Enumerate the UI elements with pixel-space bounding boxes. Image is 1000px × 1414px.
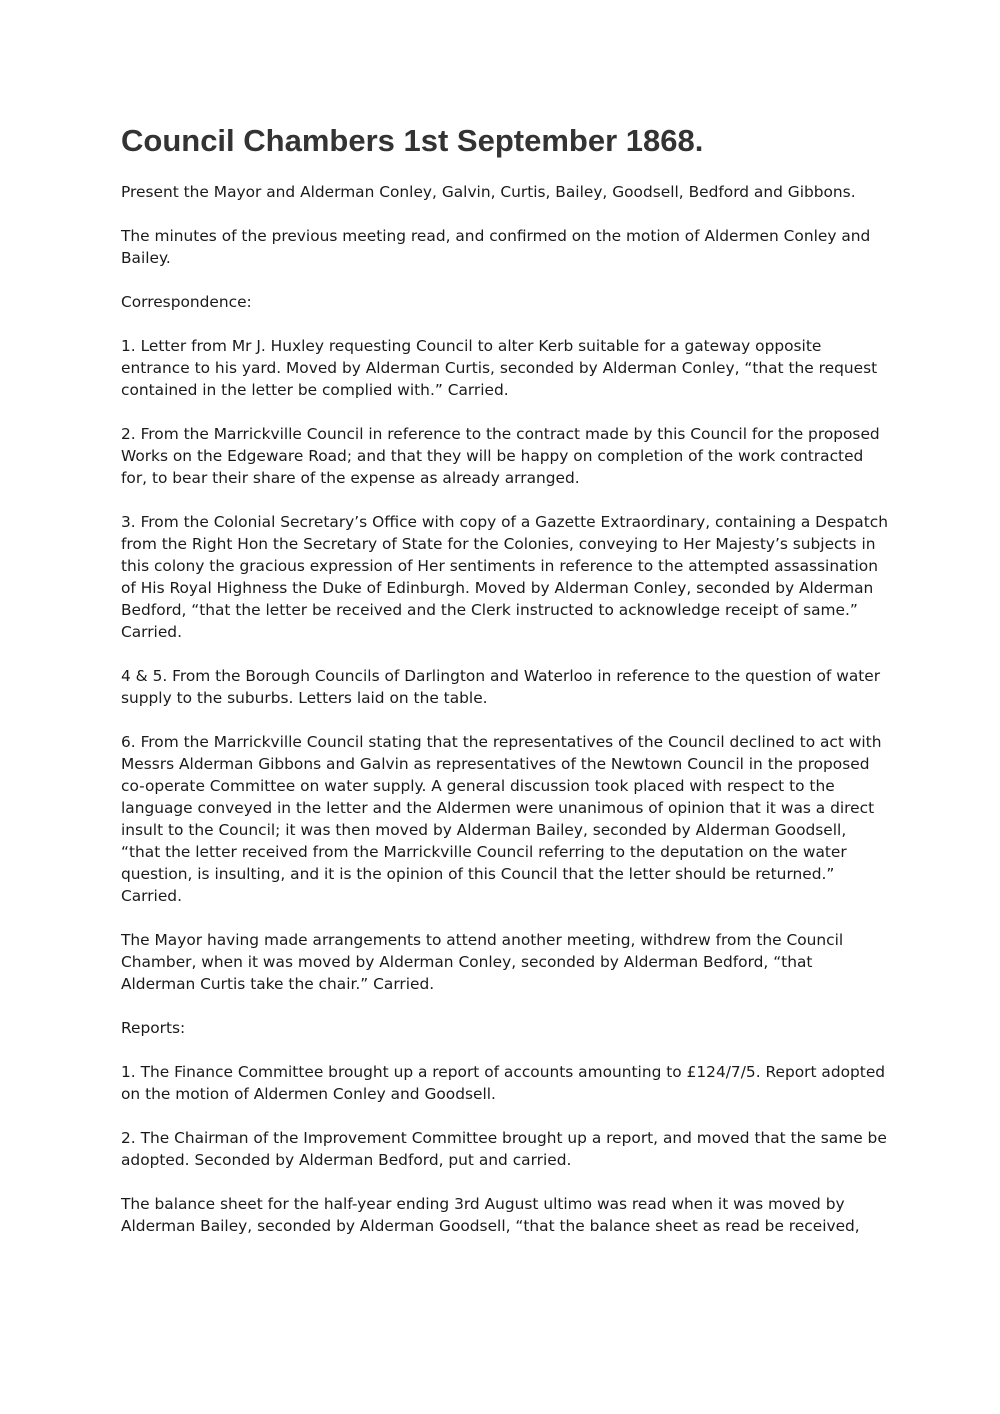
mayor-withdrawal-paragraph: The Mayor having made arrangements to attend another meeting, withdrew from the Council Chamber, when it was moved by Alderman Conley, seconded by Alderman Bedford, “that Alderman Curtis take the chair.” Carried. (121, 931, 844, 993)
balance-sheet-paragraph: The balance sheet for the half-year ending 3rd August ultimo was read when it was moved by Alderman Bailey, seconded by Alderman Goodsell, “that the balance sheet as read be received, (121, 1195, 860, 1235)
report-item-2: 2. The Chairman of the Improvement Committee brought up a report, and moved that the same be adopted. Seconded by Alderman Bedford, put and carried. (121, 1129, 887, 1169)
correspondence-item-3: 3. From the Colonial Secretary’s Office with copy of a Gazette Extraordinary, containing a Despatch from the Right Hon the Secretary of State for the Colonies, conveying to Her Majesty’s subjects in this colony the gracious expression of Her sentiments in reference to the attempted assassination of His Royal Highness the Duke of Edinburgh. Moved by Alderman Conley, seconded by Alderman Bedford, “that the letter be received and the Clerk instructed to acknowledge receipt of same.” Carried. (121, 513, 888, 641)
correspondence-item-2: 2. From the Marrickville Council in reference to the contract made by this Council for the proposed Works on the Edgeware Road; and that they will be happy on completion of the work contracted for, to bear their share of the expense as already arranged. (121, 425, 880, 487)
correspondence-item-1: 1. Letter from Mr J. Huxley requesting Council to alter Kerb suitable for a gateway opposite entrance to his yard. Moved by Alderman Curtis, seconded by Alderman Conley, “that the request contained in the letter be complied with.” Carried. (121, 337, 878, 399)
report-item-1: 1. The Finance Committee brought up a report of accounts amounting to £124/7/5. Report adopted on the motion of Aldermen Conley and Goodsell. (121, 1063, 886, 1103)
minutes-paragraph: The minutes of the previous meeting read, and confirmed on the motion of Aldermen Conley and Bailey. (121, 227, 871, 267)
section-heading-correspondence: Correspondence: (121, 293, 252, 311)
document-page (121, 122, 889, 1237)
correspondence-item-6: 6. From the Marrickville Council stating that the representatives of the Council declined to act with Messrs Alderman Gibbons and Galvin as representatives of the Newtown Council in the proposed co-operate Committee on water supply. A general discussion took placed with respect to the language conveyed in the letter and the Aldermen were unanimous of opinion that it was a direct insult to the Council; it was then moved by Alderman Bailey, seconded by Alderman Goodsell, “that the letter received from the Marrickville Council referring to the deputation on the water question, is insulting, and it is the opinion of this Council that the letter should be returned.” Carried. (121, 733, 882, 905)
section-heading-reports: Reports: (121, 1019, 186, 1037)
attendance-paragraph: Present the Mayor and Alderman Conley, Galvin, Curtis, Bailey, Goodsell, Bedford and Gibbons. (121, 183, 856, 201)
document-title: Council Chambers 1st September 1868. (121, 123, 704, 158)
correspondence-item-4-5: 4 & 5. From the Borough Councils of Darlington and Waterloo in reference to the question of water supply to the suburbs. Letters laid on the table. (121, 667, 881, 707)
